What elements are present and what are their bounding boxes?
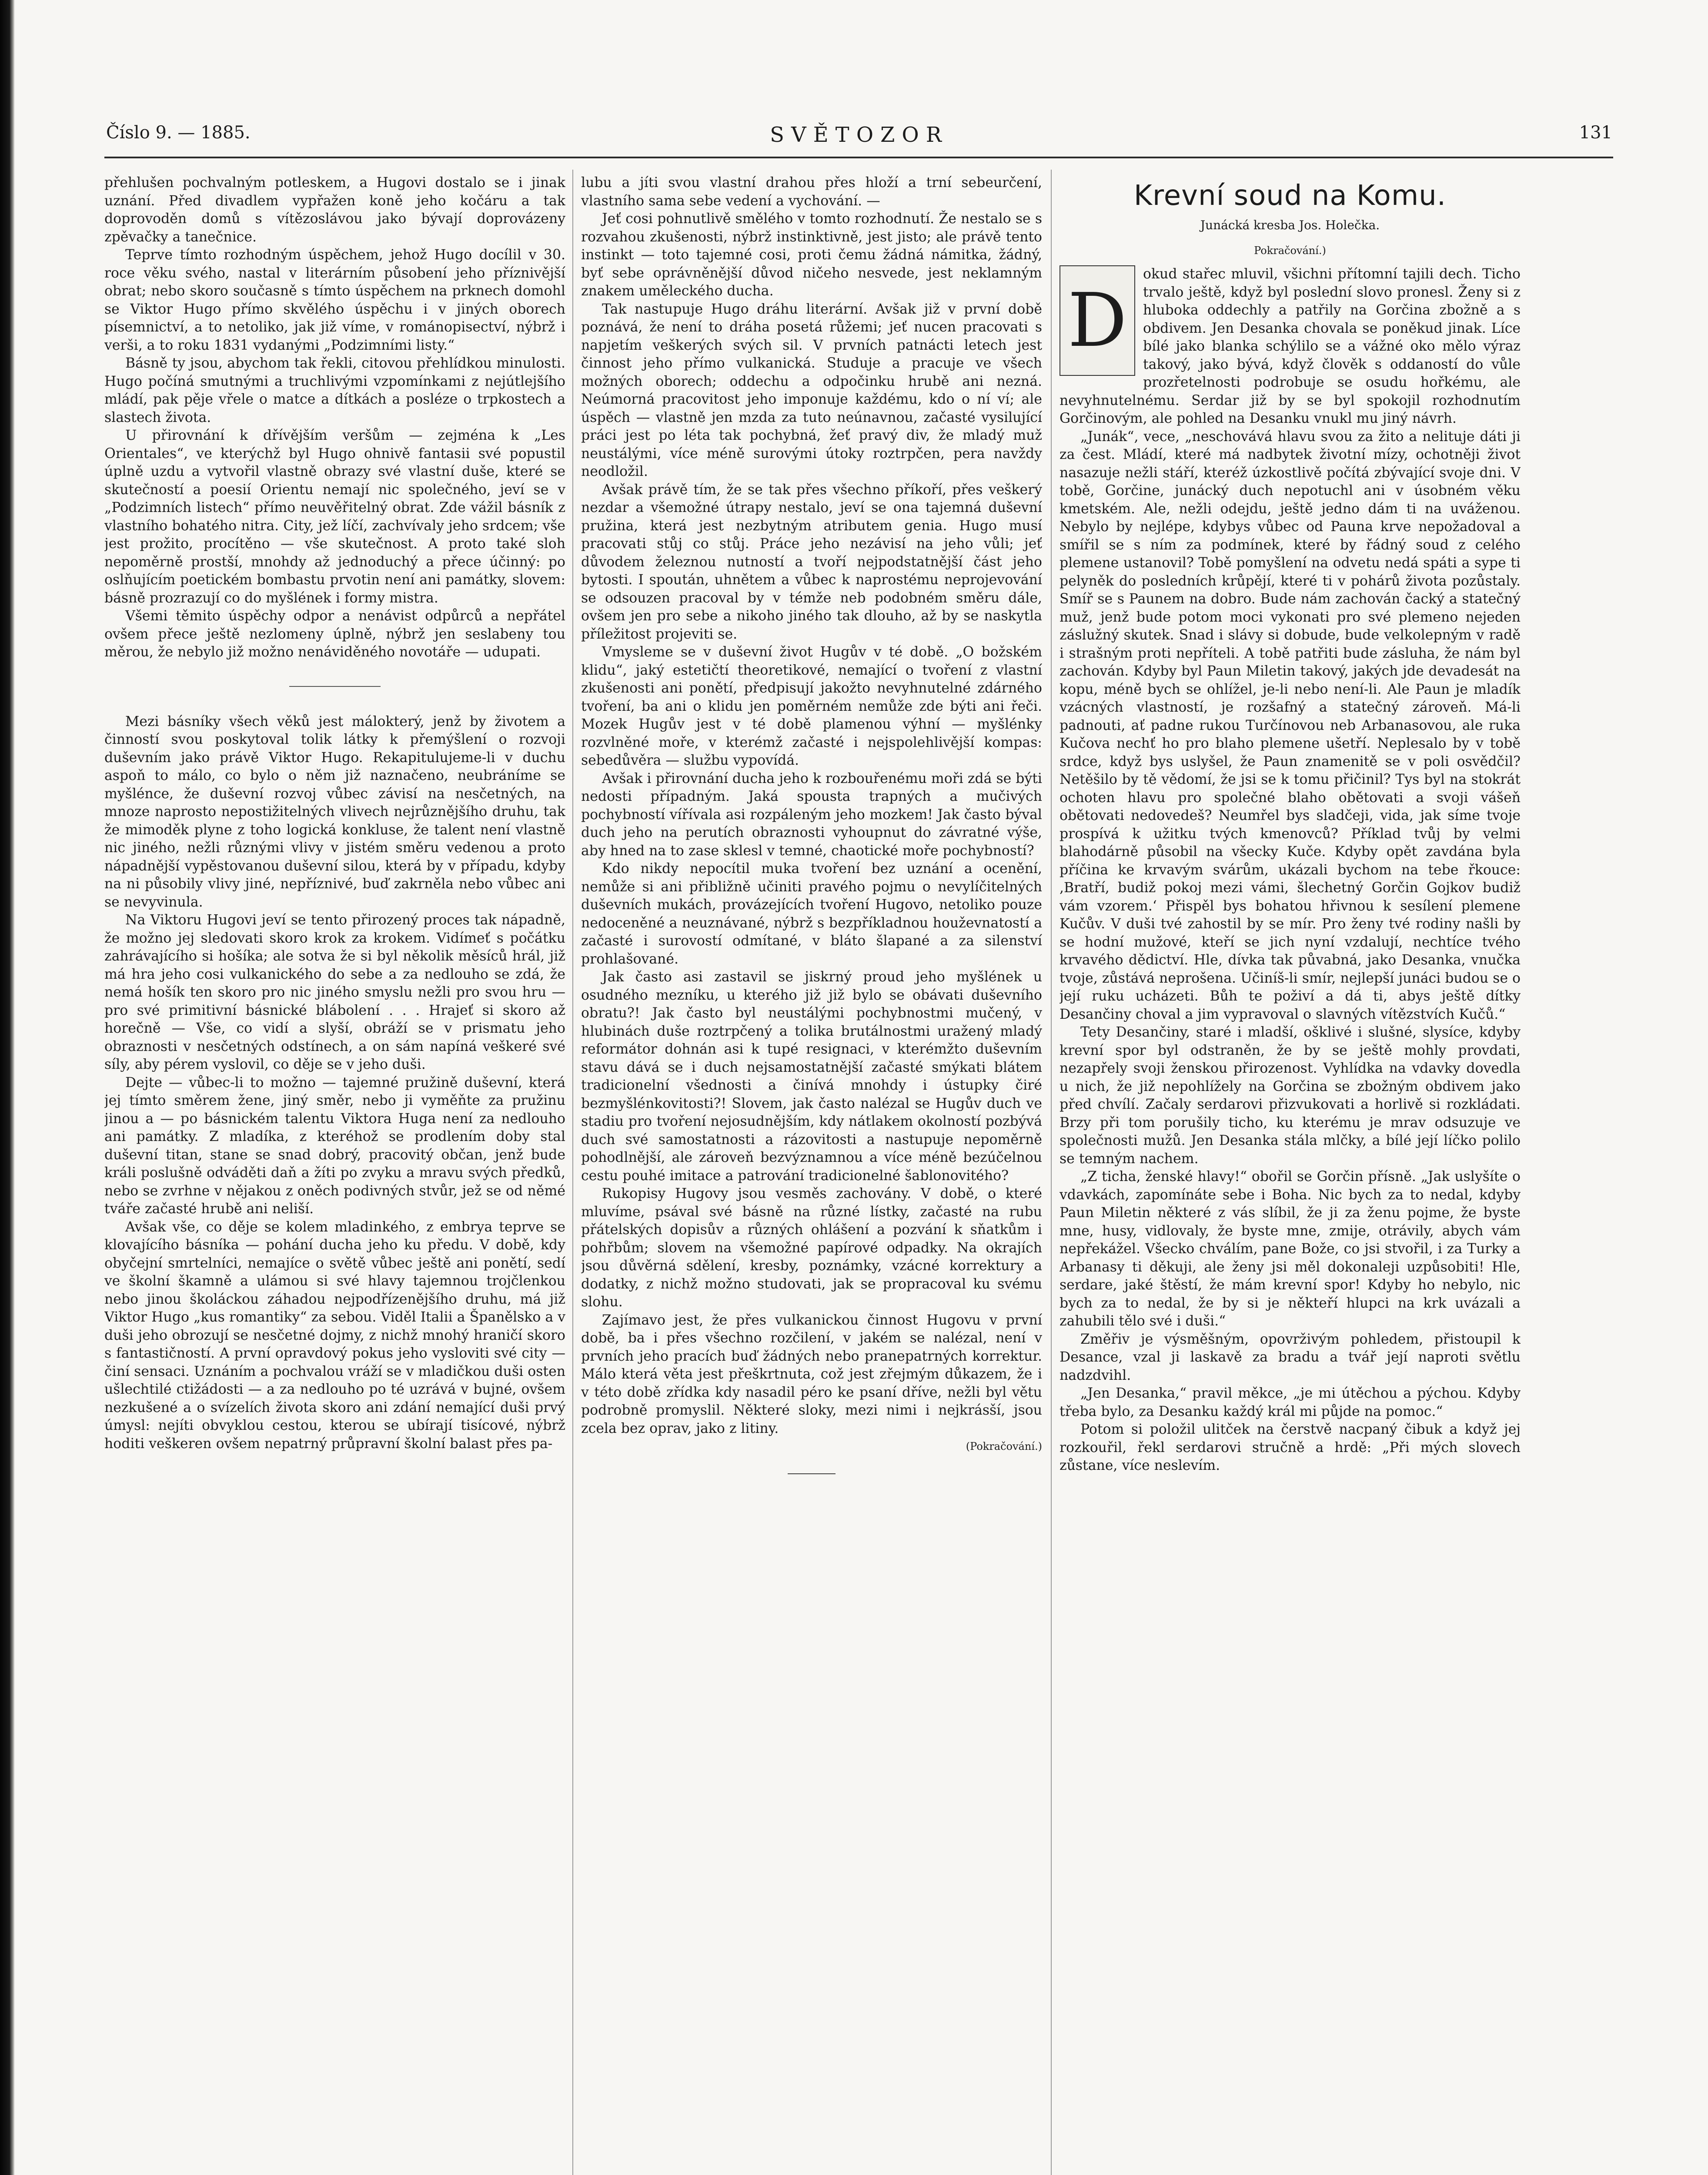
ornament-separator (788, 1473, 836, 1474)
paragraph: Jeť cosi pohnutlivě smělého v tomto rozhodnutí. Že nestalo se s rozvahou zkušenosti, nýbrž instinktivně, jest jisto; ale právě tento instinkt — toto tajemné cosi, proti čemu žádná námitka, žádný, byť sebe oprávněnější důvod ničeho nesvede, jest neklamným znakem uměleckého ducha. (581, 211, 1042, 299)
issue-number: Číslo 9. — 1885. (106, 123, 251, 143)
paragraph: Avšak i přirovnání ducha jeho k rozbouřenému moři zdá se býti nedosti případným. Jaká spousta trapných a mučivých pochybností vířívala asi rozpáleným jeho mozkem! Jak často býval duch jeho na perutích obraznosti vyhoupnut do závratné výše, aby hned na to zase sklesl v temné, chaotické moře pochybností? (581, 770, 1042, 859)
article-title: Krevní soud na Komu. (1133, 180, 1447, 212)
paragraph: Avšak právě tím, že se tak přes všechno příkoří, přes veškerý nezdar a všemožné útrapy nestalo, jeví se ona tajemná duševní pružina, která jest nezbytným atributem genia. Hugo musí pracovati stůj co stůj. Práce jeho nezávisí na jeho vůli; jeť důvodem železnou nutností a tvoří nejpodstatnější část jeho bytosti. I spoután, uhnětem a vůbec k naprostému neprojevování se odsouzen pracoval by v témže neb podobném směru dále, ovšem jen pro sebe a nikoho jiného tak dlouho, až by se naskytla příležitost projeviti se. (581, 482, 1042, 642)
column-divider (1051, 170, 1052, 2175)
paragraph: Avšak vše, co děje se kolem mladinkého, z embrya teprve se klovajícího básníka — pohání ducha jeho ku předu. V době, kdy obyčejní smrtelníci, nemajíce o světě vůbec ještě ani ponětí, sedí ve školní škamně a ulámou si své hlavy tajemnou trojčlenkou nebo jinou školáckou záhadou nejpodřízenějšího druhu, má již Viktor Hugo „kus romantiky“ za sebou. Viděl Italii a Španělsko a v duši jeho obrozují se nesčetné dojmy, z nichž mnohý hraničí skoro s fantastičností. A první opravdový pokus jeho vysloviti své city — činí sensaci. Uznáním a pochvalou vráží se v mladičkou duši osten ušlechtilé ctižádosti — a za nedlouho po té uzrává v bujné, ovšem nezkušené a o svízelích života skoro ani zdání nemající duši prvý úmysl: nejíti obvyklou cestou, kterou se ubírají tisícové, nýbrž hoditi veškeren ovšem nepatrný průpravní školní balast přes pa- (104, 1219, 565, 1452)
paragraph: Teprve tímto rozhodným úspěchem, jehož Hugo docílil v 30. roce věku svého, nastal v literárním působení jeho příznivější obrat; nebo skoro současně s tímto úspěchem na prknech domohl se Viktor Hugo přímo skvělého úspěchu i v jiných oborech písemnictví, a to netoliko, jak již víme, v románopisectví, nýbrž i verši, a to roku 1831 vydanými „Podzimními listy.“ (104, 247, 565, 353)
paragraph: Dejte — vůbec-li to možno — tajemné pružině duševní, která jej tímto směrem žene, jiný směr, nebo ji vyměňte za pružinu jinou a — po básnickém talentu Viktora Huga není za nedlouho ani památky. Z mladíka, z kteréhož se prodlením doby stal duševní titan, stane se snad dobrý, pracovitý občan, jenž bude králi poslušně odváděti daň a žíti po zvyku a mravu svých předků, nebo se zvrhne v nějakou z oněch podivných stvůr, jež se od němé tváře začasté hrubě ani neliší. (104, 1074, 565, 1217)
page-header (106, 123, 1612, 149)
paragraph: Na Viktoru Hugovi jeví se tento přirozený proces tak nápadně, že možno jej sledovati skoro krok za krokem. Vidímeť s počátku zahrávajícího si hošíka; ale sotva že si byl několik měsíců hrál, již má hra jeho cosi vulkanického do sebe a za nedlouho se zdá, že nemá hošík ten skoro pro nic jiného smyslu nežli pro svou hru — pro své primitivní básnické blábolení . . . Hrajeť si skoro až horečně — Vše, co vidí a slyší, obráží se v prismatu jeho obraznosti v nesčetných odstínech, a on sám napíná veškeré své síly, aby pérem vyslovil, co děje se v jeho duši. (104, 912, 565, 1072)
continued-note: (Pokračování.) (966, 1440, 1042, 1452)
paragraph: Mezi básníky všech věků jest málokterý, jenž by životem a činností svou poskytoval tolik látky k přemýšlení o rozvoji duševním jako právě Viktor Hugo. Rekapitulujeme-li v duchu aspoň to málo, co bylo o něm již naznačeno, neubráníme se myšlénce, že duševní rozvoj vůbec závisí na nesčetných, na mnoze naprosto nepostižitelných vlivech nejrůznějšího druhu, tak že mimoděk plyne z toho logická konkluse, že talent není vlastně nic jiného, nežli různými vlivy v jistém směru vedenou a proto nápadnější vypěstovanou duševní silou, která by v případu, kdyby na ni působily vlivy jiné, nepříznivé, buď zakrněla nebo vůbec ani se nevyvinula. (104, 713, 565, 910)
paragraph: „Junák“, vece, „neschovává hlavu svou za žito a nelituje dáti ji za čest. Mládí, které má nadbytek životní mízy, ochotněji život nasazuje nežli stáří, kteréž úzkostlivě počítá zbývající svoje dni. V tobě, Gorčine, junácký duch nepotuchl ani v úsobném věku kmetském. Ale, nežli odejdu, ještě jedno dám ti na uváženou. Nebylo by nejlépe, kdybys vůbec od Pauna krve nepožadoval a smířil se s ním za podmínek, které by řádný soud z celého plemene ustanovil? Tobě pomyšlení na odvetu nedá spáti a sype ti pelyněk do posledních krůpějí, které ti v pohárů života pozůstaly. Smíř se s Paunem na dobro. Bude nám zachován čacký a statečný muž, jenž bude potom moci vykonati pro své plemeno nejeden záslužný skutek. Snad i slávy si dobude, bude velkolepným v radě i strašným proti nepříteli. A tobě patřiti bude zásluha, že nám byl zachován. Kdyby byl Paun Miletin takový, jakých jde devadesát na kopu, méně bych se ohlížel, je-li nebo není-li. Ale Paun je mladík vzácných vlastností, je rozšafný a statečný zároveň. Má-li padnouti, ať padne rukou Turčínovou neb Arbanasovou, ale ruka Kučova nechť ho pro blaho plemene ušetří. Neplesalo by v tobě srdce, když bys uslyšel, že Paun znamenitě se v poli osvědčil? Netěšilo by tě vědomí, že jsi se k tomu přičinil? Tys byl na stokrát ochoten hlavu pro společné blaho obětovati a svoji vášeň obětovati nedovedeš? Neumřel bys sladčeji, vida, jak síme tvoje prospívá k užitku tvých kmenovců? Příklad tvůj by velmi blahodárně působil na všecky Kuče. Kdyby opět zavdána byla příčina ke krvavým svárům, ukázali bychom na tebe řkouce: ,Bratří, budiž pokoj mezi vámi, šlechetný Gorčin Gojkov budiž vám vzorem.‘ Přispěl bys bohatou hřivnou k sesílení plemene Kučův. V duši tvé zahostil by se mír. Pro ženy tvé rodiny našli by se hodní mužové, kteří se jich nyní vzdalují, nechtíce tvého krvavého dědictví. Hle, dívka tak půvabná, jako Desanka, vnučka tvoje, zůstává neprošena. Učiníš-li smír, nejlepší junáci budou se o její ruku ucházeti. Bůh te poživí a dá ti, abys ještě dítky Desančiny choval a jim vypravoval o slavných vítězstvích Kučů.“ (1060, 428, 1521, 1022)
article-byline: Junácká kresba Jos. Holečka. (1200, 218, 1380, 232)
paragraph: Rukopisy Hugovy jsou vesměs zachovány. V době, o které mluvíme, psával své básně na různé lístky, začasté na rubu přátelských dopisův a různých ohlášení a pozvání k sňatkům i pohřbům; slovem na všemožné papírové odpadky. Na okrajích jsou důvěrná sdělení, kresby, poznámky, vzácné korrektury a dodatky, z nichž možno studovati, jak se propracoval ku svému slohu. (581, 1186, 1042, 1310)
paragraph: Kdo nikdy nepocítil muka tvoření bez uznání a ocenění, nemůže si ani přibližně učiniti pravého pojmu o nevylíčitelných duševních mukách, provázejících tvoření Hugovo, netoliko pouze nedoceněné a neuznávané, nýbrž s bezpříkladnou houževnatostí a začasté i surovostí odmítané, v bláto šlapané a za silenství prohlašované. (581, 861, 1042, 967)
paragraph: Jak často asi zastavil se jiskrný proud jeho myšlének u osudného mezníku, u kterého již již bylo se obávati duševního obratu?! Jak často byl neustálými pochybnostmi mučený, v hlubinách duše roztrpčený a tolika brutálnostmi uražený mladý reformátor dohnán asi k tupé resignaci, v kterémžto duševním stavu dává se i duch nejsamostatnější začasté smýkati blátem tradicionelní všednosti a činívá mnohdy i ústupky čiré bezmyšlénkovitosti?! Slovem, jak často nalézal se Hugův duch ve stadiu pro tvoření nejosudnějším, kdy nátlakem okolností pozbývá duch své samostatnosti a rázovitosti a nastupuje nepoměrně pohodlnější, ale zároveň bezvýznamnou a více méně bezúčelnou cestu pouhé imitace a patrování tradicionelné šablonovitého? (581, 969, 1042, 1184)
paragraph: U přirovnání k dřívějším veršům — zejména k „Les Orientales“, ve kterýchž byl Hugo ohnivě fantasii své popustil úplně uzdu a vytvořil vlastně obrazy své vlastní duše, které se skutečností a poesií Orientu nemají nic společného, jeví se v „Podzimních listech“ přímo neuvěřitelný obrat. Zde vážil básník z vlastního bohatého nitra. City, jež líčí, zachvívaly jeho srdcem; vše jest prožito, procítěno — vše skutečnost. A proto také sloh nepoměrně prostší, mnohdy až jednoduchý a přece účinný: po oslňujícím poetickém bombastu prvotin není ani památky, slovem: básně prozrazují co do myšlének i formy mistra. (104, 428, 565, 606)
column-3 (1060, 174, 1521, 2175)
paragraph: Vmysleme se v duševní život Hugův v té době. „O božském klidu“, jaký estetičtí theoretikové, nemající o tvoření z vlastní zkušenosti ani ponětí, předpisují jakožto nevyhnutelné zdárného tvoření, ba ani o klidu jen poměrném nemůže zde býti ani řeči. Mozek Hugův jest v té době plamenou výhní — myšlénky rozvlněné moře, v kterémž začasté i nejspolehlivější kompas: sebedůvěra — službu vypovídá. (581, 644, 1042, 768)
page-number: 131 (1579, 123, 1612, 143)
magazine-title: SVĚTOZOR (770, 123, 949, 147)
paragraph: Tak nastupuje Hugo dráhu literární. Avšak již v první době poznává, že není to dráha posetá růžemi; jeť nucen pracovati s napjetím veškerých svých sil. V prvních patnácti letech jest činnost jeho přímo vulkanická. Studuje a pracuje ve všech možných oborech; oddechu a odpočinku hrubě ani nezná. Neúmorná pracovitost jeho imponuje každému, kdo o ní ví; ale úspěch — vlastně jen mzda za tuto neúnavnou, začasté vysilující práci jest po léta tak pochybná, žeť pravý div, že mladý muž neustálými, více méně surovými útoky roztrpčen, pera navždy neodložil. (581, 301, 1042, 479)
paragraph: „Jen Desanka,“ pravil měkce, „je mi útěchou a pýchou. Kdyby třeba bylo, za Desanku každý král mi půjde na pomoc.“ (1060, 1385, 1521, 1419)
paragraph: okud stařec mluvil, všichni přítomní tajili dech. Ticho trvalo ještě, když byl poslední slovo pronesl. Ženy si z hluboka oddechly a patřily na Gorčina zbožně a s obdivem. Jen Desanka chovala se poněkud jinak. Líce bílé jako blanka schýlilo se a vážné oko mělo výraz takový, jako bývá, když člověk s oddaností do vůle prozřetelnosti podrobuje se osudu hořkému, ale nevyhnutelnému. Serdar již by se byl spokojil rozhodnutím Gorčinovým, ale pohled na Desanku vnukl mu jiný návrh. (1060, 266, 1521, 426)
column-1 (104, 174, 565, 2175)
paragraph: Změřiv je výsměšným, opovrživým pohledem, přistoupil k Desance, vzal ji laskavě za bradu a tvář její naproti světlu nadzdvihl. (1060, 1331, 1521, 1383)
continuation-note: Pokračování.) (1254, 244, 1326, 257)
paragraph: Básně ty jsou, abychom tak řekli, citovou přehlídkou minulosti. Hugo počíná smutnými a truchlivými vzpomínkami z nejútlejšího mládí, pak pěje vřele o matce a dítkách a posléze o trpkostech a slastech života. (104, 355, 565, 425)
drop-cap-initial: D (1060, 265, 1135, 376)
column-divider (572, 170, 573, 2175)
column-2 (581, 174, 1042, 2175)
paragraph: lubu a jíti svou vlastní drahou přes hloží a trní sebeurčení, vlastního sama sebe vedení a vychování. — (581, 175, 1042, 209)
paragraph: „Z ticha, ženské hlavy!“ obořil se Gorčin přísně. „Jak uslyšíte o vdavkách, zapomínáte sebe i Boha. Nic bych za to nedal, kdyby Paun Miletin některé z vás slíbil, že ji za ženu pojme, že byste mne, husy, vidlovaly, že byste mne, zmije, otrávily, abych vám nepřekážel. Všecko chválím, pane Bože, co jsi stvořil, i za Turky a Arbanasy ti děkuji, ale ženy jsi měl dokonaleji uzpůsobiti! Hle, serdare, jaké štěstí, že mám krevní spor! Kdyby ho nebylo, nic bych za to nedal, že by si je někteří hlupci na krk uvázali a zahubili tělo své i duši.“ (1060, 1169, 1521, 1329)
paragraph: Zajímavo jest, že přes vulkanickou činnost Hugovu v první době, ba i přes všechno rozčilení, v jakém se nalézal, není v prvních jeho pracích buď žádných nebo pranepatrných korrektur. Málo která věta jest přeškrtnuta, což jest zřejmým důkazem, že i v této době zřídka kdy nasadil péro ke psaní dříve, nežli byl větu podrobně promyslil. Některé sloky, mezi nimi i nejkrásší, jsou zcela bez oprav, jako z litiny. (581, 1312, 1042, 1436)
paragraph: Potom si položil ulitček na čerstvě nacpaný čibuk a když jej rozkouřil, řekl serdarovi stručně a hrdě: „Při mých slovech zůstane, více neslevím. (1060, 1422, 1521, 1473)
paragraph: Všemi těmito úspěchy odpor a nenávist odpůrců a nepřátel ovšem přece ještě nezlomeny úplně, nýbrž jen seslabeny tou měrou, že nebylo již možno nenáviděného novotáře — udupati. (104, 608, 565, 660)
paragraph: přehlušen pochvalným potleskem, a Hugovi dostalo se i jinak uznání. Před divadlem vypřažen koně jeho kočáru a tak doprovoděn domů s vítězoslávou jako bývají doprovázeny zpěvačky a tanečnice. (104, 175, 565, 245)
section-separator (289, 686, 381, 687)
header-rule (104, 157, 1613, 158)
paragraph: Tety Desančiny, staré i mladší, ošklivé i slušné, slysíce, kdyby krevní spor byl odstraněn, že by se ještě mohly provdati, nezapřely svoji ženskou přirozenost. Vyhlídka na vdavky dovedla u nich, že již nepohlížely na Gorčina se zbožným obdivem jako před chvílí. Začaly serdarovi přizvukovati a horlivě si rozkládati. Brzy při tom porušily ticho, ku kterému je mrav odsuzuje ve společnosti mužů. Jen Desanka stála mlčky, a bílé její líčko polilo se temným nachem. (1060, 1024, 1521, 1167)
book-binding-edge (0, 0, 15, 2175)
